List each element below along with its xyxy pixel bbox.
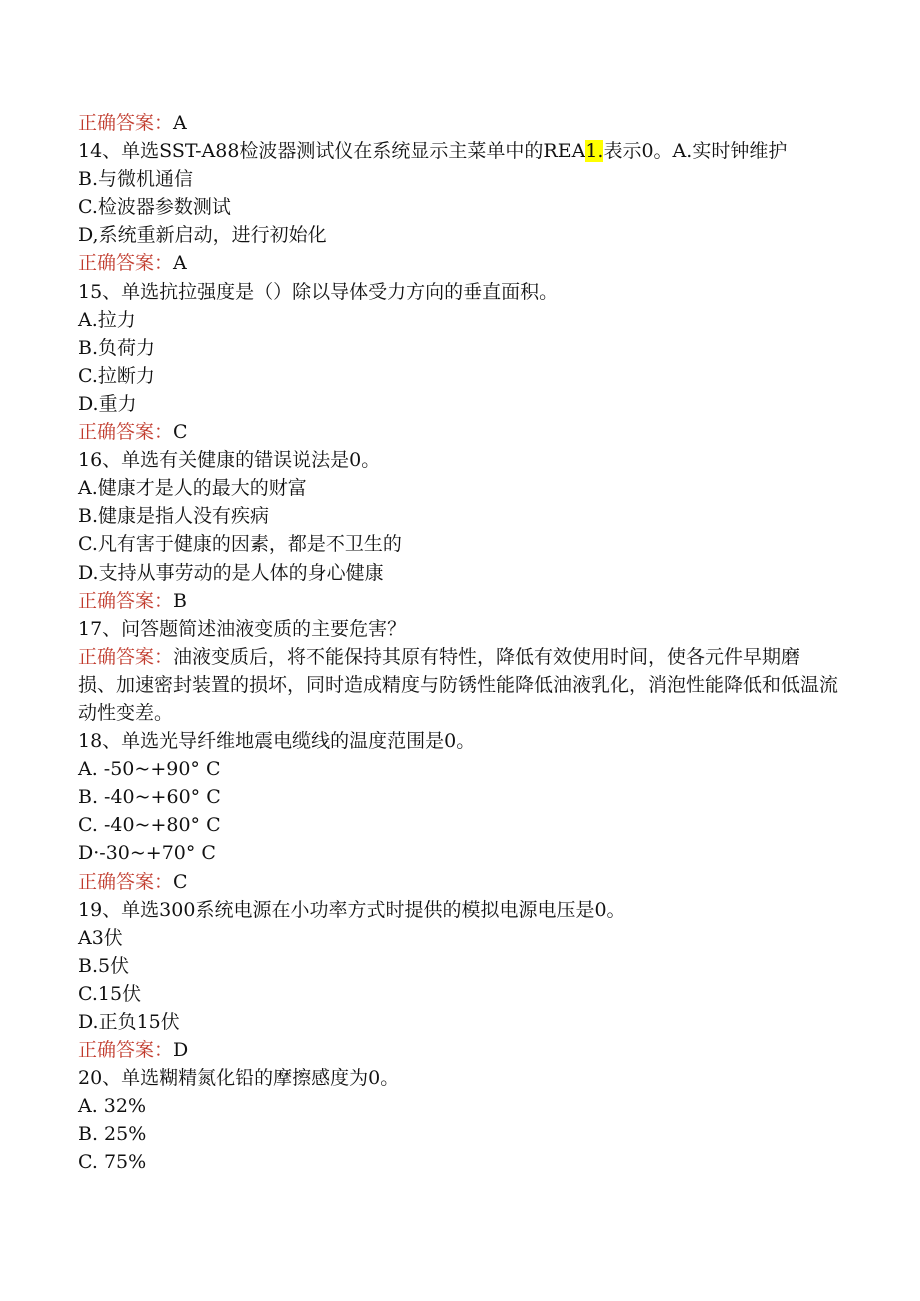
question-20: 20、单选糊精氮化铅的摩擦感度为0。 (78, 1067, 400, 1090)
option-b: B.健康是指人没有疾病 (78, 505, 270, 528)
answer-paragraph (78, 643, 838, 727)
answer-line (78, 249, 858, 277)
answer-label: 正确答案： (78, 421, 174, 444)
answer-line (78, 587, 858, 615)
question-18: 18、单选光导纤维地震电缆线的温度范围是0。 (78, 730, 476, 753)
option-c: C.拉断力 (78, 364, 155, 387)
question-17: 17、问答题简述油液变质的主要危害？ (78, 617, 407, 640)
answer-line (78, 418, 858, 446)
answer-value: B (173, 589, 187, 612)
option-c: C. -40~+80° C (78, 814, 221, 837)
answer-line (78, 868, 858, 896)
question-19: 19、单选300系统电源在小功率方式时提供的模拟电源电压是0。 (78, 898, 626, 921)
answer-label: 正确答案： (78, 1039, 174, 1062)
option-c: C.15伏 (78, 982, 142, 1005)
option-b: B. 25% (78, 1123, 147, 1146)
option-c: C. 75% (78, 1151, 147, 1174)
question-16: 16、单选有关健康的错误说法是0。 (78, 449, 381, 472)
answer-line (78, 1036, 858, 1064)
option-d: D,系统重新启动，进行初始化 (78, 224, 327, 247)
option-c: C.凡有害于健康的因素，都是不卫生的 (78, 533, 402, 556)
answer-value: D (173, 1039, 189, 1062)
answer-label: 正确答案： (78, 589, 174, 612)
question-text: 14、单选SST-A88检波器测试仪在系统显示主菜单中的REA (78, 140, 586, 163)
answer-value: A (173, 252, 187, 275)
option-b: B. -40~+60° C (78, 786, 221, 809)
question-text-tail: 表示0。A.实时钟维护 (603, 140, 788, 163)
option-b: B.负荷力 (78, 336, 156, 359)
option-c: C.检波器参数测试 (78, 196, 231, 219)
answer-value: C (173, 870, 188, 893)
option-d: D·-30~+70° C (78, 842, 216, 865)
option-b: B.与微机通信 (78, 168, 194, 191)
option-a: A. 32% (78, 1095, 147, 1118)
option-a: A.健康才是人的最大的财富 (78, 477, 307, 500)
answer-line (78, 109, 858, 137)
highlighted-text: 1. (585, 140, 604, 163)
answer-value: C (173, 421, 188, 444)
question-14 (78, 137, 858, 165)
answer-label: 正确答案： (78, 112, 174, 134)
option-b: B.5伏 (78, 954, 130, 977)
option-d: D.重力 (78, 392, 137, 415)
answer-label: 正确答案： (78, 252, 174, 275)
answer-label: 正确答案： (78, 870, 174, 893)
option-a: A. -50~+90° C (78, 758, 221, 781)
option-d: D.支持从事劳动的是人体的身心健康 (78, 561, 384, 584)
document-page (78, 109, 858, 1177)
option-a: A3伏 (78, 926, 123, 949)
answer-value: A (173, 112, 187, 134)
answer-value: 油液变质后，将不能保持其原有特性，降低有效使用时间，使各元件早期磨损、加速密封装置的损坏，同时造成精度与防锈性能降低油液乳化，消泡性能降低和低温流动性变差。 (78, 645, 839, 724)
answer-label: 正确答案： (78, 645, 174, 668)
question-15: 15、单选抗拉强度是（）除以导体受力方向的垂直面积。 (78, 280, 559, 303)
option-d: D.正负15伏 (78, 1011, 180, 1033)
option-a: A.拉力 (78, 308, 136, 331)
